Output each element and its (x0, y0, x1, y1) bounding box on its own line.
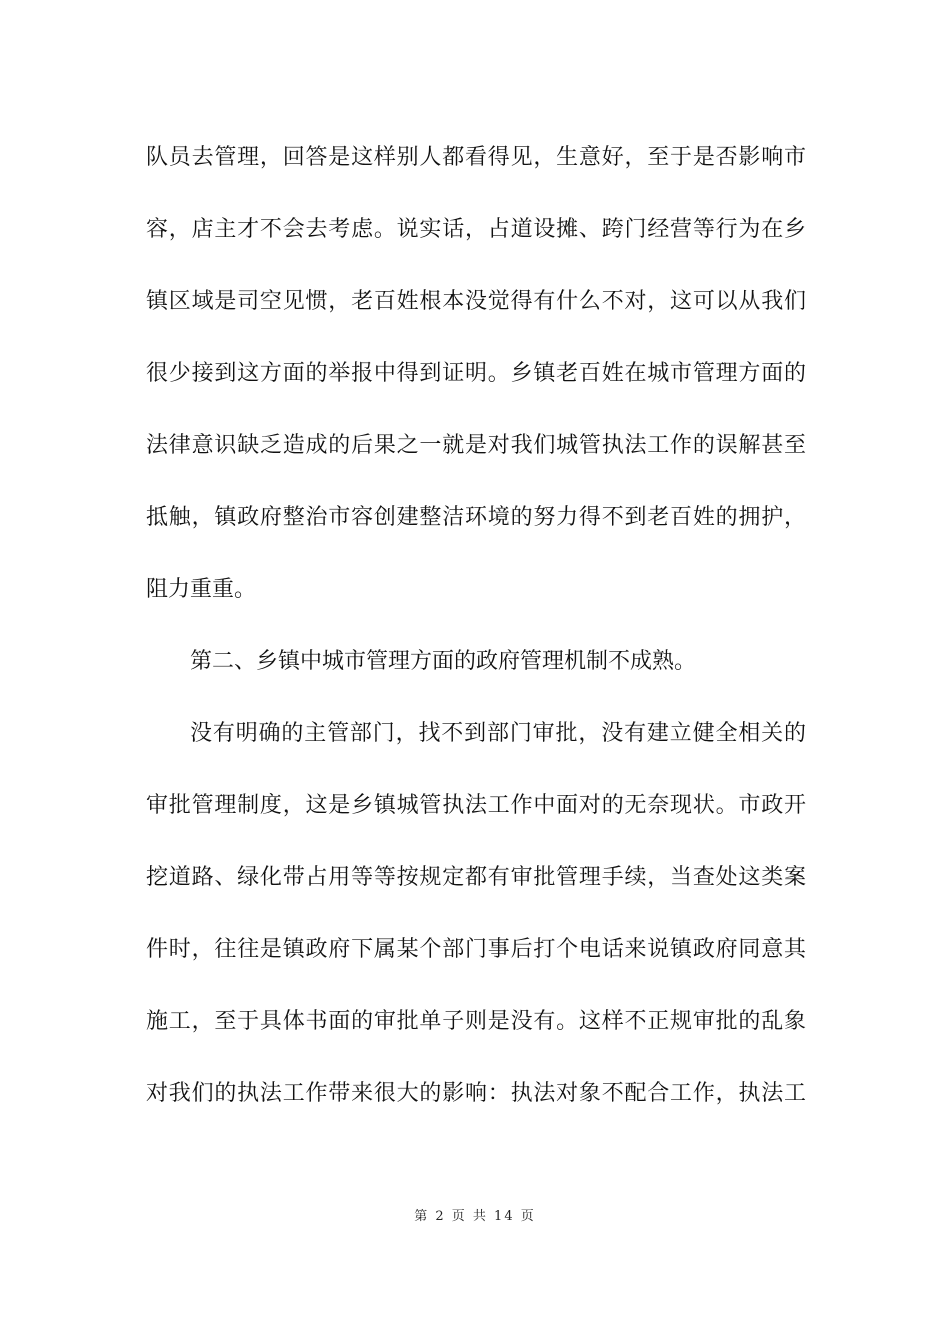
body-line: 对我们的执法工作带来很大的影响：执法对象不配合工作，执法工 (146, 1081, 806, 1106)
body-line: 抵触，镇政府整治市容创建整洁环境的努力得不到老百姓的拥护， (146, 505, 806, 530)
page-number-footer: 第 2 页 共 14 页 (414, 1209, 536, 1224)
body-line: 施工，至于具体书面的审批单子则是没有。这样不正规审批的乱象 (146, 1009, 806, 1034)
body-line: 镇区域是司空见惯，老百姓根本没觉得有什么不对，这可以从我们 (146, 289, 806, 314)
section-heading: 第二、乡镇中城市管理方面的政府管理机制不成熟。 (190, 649, 697, 674)
body-line: 阻力重重。 (146, 577, 257, 602)
body-line: 很少接到这方面的举报中得到证明。乡镇老百姓在城市管理方面的 (146, 361, 806, 386)
body-line: 挖道路、绿化带占用等等按规定都有审批管理手续，当查处这类案 (146, 865, 806, 890)
body-line: 件时，往往是镇政府下属某个部门事后打个电话来说镇政府同意其 (146, 937, 806, 962)
body-line: 没有明确的主管部门，找不到部门审批，没有建立健全相关的 (190, 721, 806, 746)
body-line: 队员去管理，回答是这样别人都看得见，生意好，至于是否影响市 (146, 145, 806, 170)
body-line: 容，店主才不会去考虑。说实话，占道设摊、跨门经营等行为在乡 (146, 217, 806, 242)
body-line: 审批管理制度，这是乡镇城管执法工作中面对的无奈现状。市政开 (146, 793, 806, 818)
body-line: 法律意识缺乏造成的后果之一就是对我们城管执法工作的误解甚至 (146, 433, 806, 458)
